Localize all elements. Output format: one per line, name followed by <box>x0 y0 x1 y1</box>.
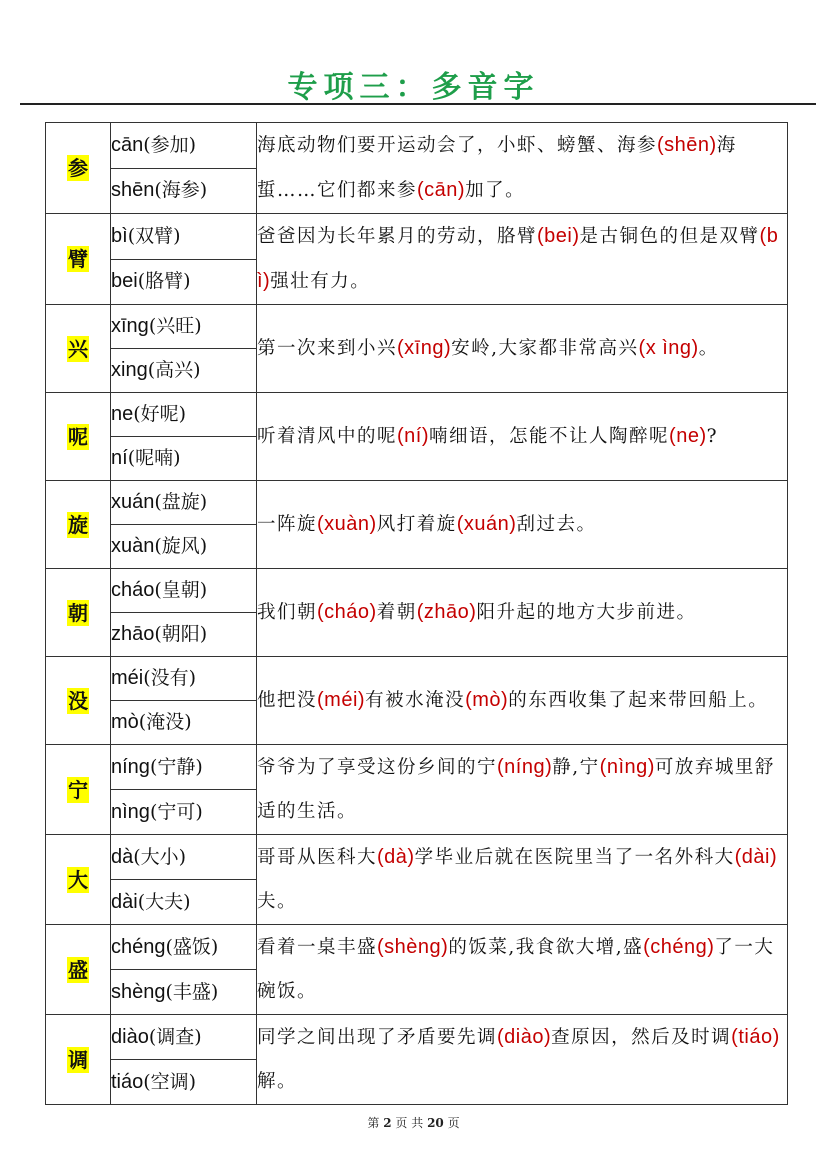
reading-cell <box>111 481 257 525</box>
reading-word: (旋风) <box>154 535 208 557</box>
sentence-text: 海底动物们要开运动会了，小虾、螃蟹、海参 <box>257 135 658 156</box>
reading-pinyin: bì <box>111 224 128 247</box>
entry-row <box>46 123 788 169</box>
sentence-pinyin: (mò) <box>465 689 509 711</box>
polyphone-char: 宁 <box>68 777 88 802</box>
reading-word: (朝阳) <box>154 623 208 645</box>
sentence-text: 的东西收集了起来带回船上。 <box>508 690 769 711</box>
reading-pinyin: chéng <box>111 935 166 958</box>
reading-word: (空调) <box>143 1070 197 1093</box>
char-cell <box>46 745 111 835</box>
sentence-text: 学毕业后就在医院里当了一名外科大 <box>414 847 735 868</box>
reading-word: (高兴) <box>147 359 201 381</box>
sentence-text: 静,宁 <box>552 757 600 778</box>
polyphone-table <box>45 122 788 1105</box>
sentence-pinyin: (nìng) <box>599 756 655 778</box>
sentence-text: 一阵旋 <box>257 514 318 535</box>
sentence-text: 喃细语，怎能不让人陶醉呢 <box>429 426 670 447</box>
sentence-pinyin: (xīng) <box>397 337 452 359</box>
reading-pinyin: tiáo <box>111 1070 144 1093</box>
reading-word: (参加) <box>143 133 197 156</box>
sentence-pinyin: (cān) <box>417 179 466 201</box>
polyphone-char: 大 <box>68 867 88 892</box>
reading-cell <box>111 168 257 214</box>
sentence-text: 我们朝 <box>257 602 318 623</box>
reading-word: (皇朝) <box>154 579 208 601</box>
polyphone-char: 臂 <box>68 247 88 271</box>
reading-pinyin: dà <box>111 845 134 868</box>
reading-pinyin: dài <box>111 890 138 913</box>
reading-pinyin: zhāo <box>111 623 155 645</box>
reading-cell <box>111 437 257 481</box>
entry-row <box>46 835 788 880</box>
polyphone-char: 朝 <box>68 600 88 625</box>
reading-word: (丰盛) <box>165 980 219 1003</box>
reading-pinyin: ne <box>111 403 134 425</box>
reading-cell <box>111 657 257 701</box>
reading-cell <box>111 790 257 835</box>
char-cell <box>46 835 111 925</box>
sentence-pinyin: (zhāo) <box>416 601 477 623</box>
sentence-pinyin: (b ì) <box>257 225 779 292</box>
reading-pinyin: xing <box>111 359 148 381</box>
sentence-pinyin: (tiáo) <box>731 1026 780 1048</box>
example-sentence <box>257 393 788 481</box>
polyphone-char: 参 <box>68 156 88 180</box>
footer-page-number: 2 <box>383 1116 392 1130</box>
sentence-text: 了一大碗饭。 <box>257 937 775 1002</box>
entry-row <box>46 305 788 349</box>
sentence-text: 安岭,大家都非常高兴 <box>451 338 639 359</box>
char-cell <box>46 305 111 393</box>
sentence-text: 哥哥从医科大 <box>257 847 378 868</box>
entry-row <box>46 214 788 260</box>
sentence-pinyin: (ne) <box>669 425 707 447</box>
sentence-text: 是古铜色的但是双臂 <box>579 226 760 247</box>
footer-suffix: 页 <box>447 1116 460 1130</box>
example-sentence <box>257 214 788 305</box>
entry-row <box>46 1015 788 1060</box>
polyphone-char: 兴 <box>68 336 88 361</box>
sentence-text: 他把没 <box>257 690 318 711</box>
reading-cell <box>111 745 257 790</box>
sentence-pinyin: (shēn) <box>657 134 717 156</box>
reading-word: (宁可) <box>149 800 203 823</box>
reading-word: (大夫) <box>137 890 191 913</box>
title-divider <box>20 103 816 105</box>
sentence-pinyin: (xuán) <box>456 513 517 535</box>
sentence-text: 强壮有力。 <box>270 271 371 292</box>
reading-pinyin: cān <box>111 133 144 156</box>
reading-cell <box>111 393 257 437</box>
char-cell <box>46 393 111 481</box>
sentence-text: 。 <box>698 338 719 359</box>
example-sentence <box>257 305 788 393</box>
sentence-pinyin: (xuàn) <box>317 513 377 535</box>
char-cell <box>46 925 111 1015</box>
entry-row <box>46 481 788 525</box>
reading-pinyin: shèng <box>111 980 166 1003</box>
reading-cell <box>111 613 257 657</box>
sentence-pinyin: (ní) <box>397 425 430 447</box>
sentence-text: 阳升起的地方大步前进。 <box>476 602 697 623</box>
example-sentence <box>257 1015 788 1105</box>
reading-word: (淹没) <box>138 711 192 733</box>
sentence-text: 海蜇……它们都来参 <box>257 135 737 201</box>
reading-pinyin: méi <box>111 667 144 689</box>
sentence-text: 的饭菜,我食欲大增,盛 <box>448 937 644 958</box>
entry-row <box>46 745 788 790</box>
reading-cell <box>111 701 257 745</box>
reading-cell <box>111 835 257 880</box>
char-cell <box>46 569 111 657</box>
reading-cell <box>111 305 257 349</box>
sentence-text: 同学之间出现了矛盾要先调 <box>257 1027 498 1048</box>
reading-pinyin: ní <box>111 447 128 469</box>
sentence-pinyin: (x ìng) <box>638 337 699 359</box>
sentence-text: 解。 <box>257 1071 298 1092</box>
sentence-text: 着朝 <box>376 602 417 623</box>
char-cell <box>46 481 111 569</box>
reading-cell <box>111 349 257 393</box>
page-footer <box>0 1114 827 1131</box>
polyphone-char: 调 <box>68 1047 88 1072</box>
sentence-text: 第一次来到小兴 <box>257 338 398 359</box>
reading-cell <box>111 214 257 260</box>
sentence-text: 刮过去。 <box>516 514 597 535</box>
reading-pinyin: níng <box>111 755 150 778</box>
reading-pinyin: diào <box>111 1025 149 1048</box>
char-cell <box>46 123 111 214</box>
reading-cell <box>111 880 257 925</box>
sentence-text: 夫。 <box>257 891 298 912</box>
example-sentence <box>257 123 788 214</box>
sentence-pinyin: (shèng) <box>377 936 449 958</box>
sentence-pinyin: (cháo) <box>317 601 377 623</box>
sentence-pinyin: (méi) <box>317 689 366 711</box>
sentence-text: 爷爷为了享受这份乡间的宁 <box>257 757 498 778</box>
reading-word: (大小) <box>133 845 187 868</box>
entry-row <box>46 925 788 970</box>
footer-total-pages: 20 <box>427 1116 444 1130</box>
polyphone-char: 盛 <box>68 957 88 982</box>
sentence-pinyin: (dài) <box>734 846 778 868</box>
reading-word: (没有) <box>143 667 197 689</box>
sentence-text: 加了。 <box>465 180 526 201</box>
example-sentence <box>257 481 788 569</box>
reading-cell <box>111 970 257 1015</box>
sentence-text: 风打着旋 <box>376 514 457 535</box>
polyphone-char: 没 <box>68 688 88 713</box>
reading-word: (盘旋) <box>154 491 208 513</box>
reading-word: (呢喃) <box>127 447 181 469</box>
reading-cell <box>111 1015 257 1060</box>
entry-row <box>46 393 788 437</box>
reading-word: (宁静) <box>149 755 203 778</box>
reading-pinyin: xuàn <box>111 535 155 557</box>
example-sentence <box>257 657 788 745</box>
char-cell <box>46 1015 111 1105</box>
example-sentence <box>257 745 788 835</box>
entry-row <box>46 657 788 701</box>
reading-pinyin: shēn <box>111 179 155 202</box>
sentence-pinyin: (chéng) <box>643 936 715 958</box>
example-sentence <box>257 925 788 1015</box>
reading-word: (海参) <box>154 179 208 202</box>
reading-word: (胳臂) <box>137 270 191 293</box>
reading-pinyin: cháo <box>111 579 155 601</box>
footer-prefix: 第 <box>367 1116 380 1130</box>
example-sentence <box>257 569 788 657</box>
polyphone-char: 呢 <box>68 424 88 449</box>
reading-pinyin: mò <box>111 711 139 733</box>
example-sentence <box>257 835 788 925</box>
reading-cell <box>111 925 257 970</box>
entry-row <box>46 569 788 613</box>
sentence-text: 有被水淹没 <box>365 690 466 711</box>
reading-pinyin: bei <box>111 270 138 293</box>
sentence-text: 听着清风中的呢 <box>257 426 398 447</box>
reading-word: (盛饭) <box>165 935 219 958</box>
sentence-text: 爸爸因为长年累月的劳动，胳臂 <box>257 226 538 247</box>
reading-cell <box>111 259 257 305</box>
reading-pinyin: xīng <box>111 315 149 337</box>
sentence-pinyin: (níng) <box>497 756 553 778</box>
reading-cell <box>111 569 257 613</box>
polyphone-char: 旋 <box>68 512 88 537</box>
sentence-text: 查原因，然后及时调 <box>551 1027 732 1048</box>
reading-cell <box>111 123 257 169</box>
sentence-pinyin: (diào) <box>497 1026 552 1048</box>
sentence-text: 可放弃城里舒适的生活。 <box>257 757 775 822</box>
reading-cell <box>111 1060 257 1105</box>
reading-word: (好呢) <box>133 403 187 425</box>
footer-middle: 页 共 <box>395 1116 424 1130</box>
reading-word: (双臂) <box>127 224 181 247</box>
reading-word: (兴旺) <box>148 315 202 337</box>
char-cell <box>46 657 111 745</box>
page-title: 专项三：多音字 <box>287 70 540 105</box>
sentence-pinyin: (bei) <box>537 225 580 247</box>
reading-cell <box>111 525 257 569</box>
sentence-text: 看着一桌丰盛 <box>257 937 378 958</box>
reading-pinyin: nìng <box>111 800 150 823</box>
char-cell <box>46 214 111 305</box>
sentence-text: ? <box>706 426 719 447</box>
sentence-pinyin: (dà) <box>377 846 415 868</box>
reading-pinyin: xuán <box>111 491 155 513</box>
reading-word: (调查) <box>148 1025 202 1048</box>
